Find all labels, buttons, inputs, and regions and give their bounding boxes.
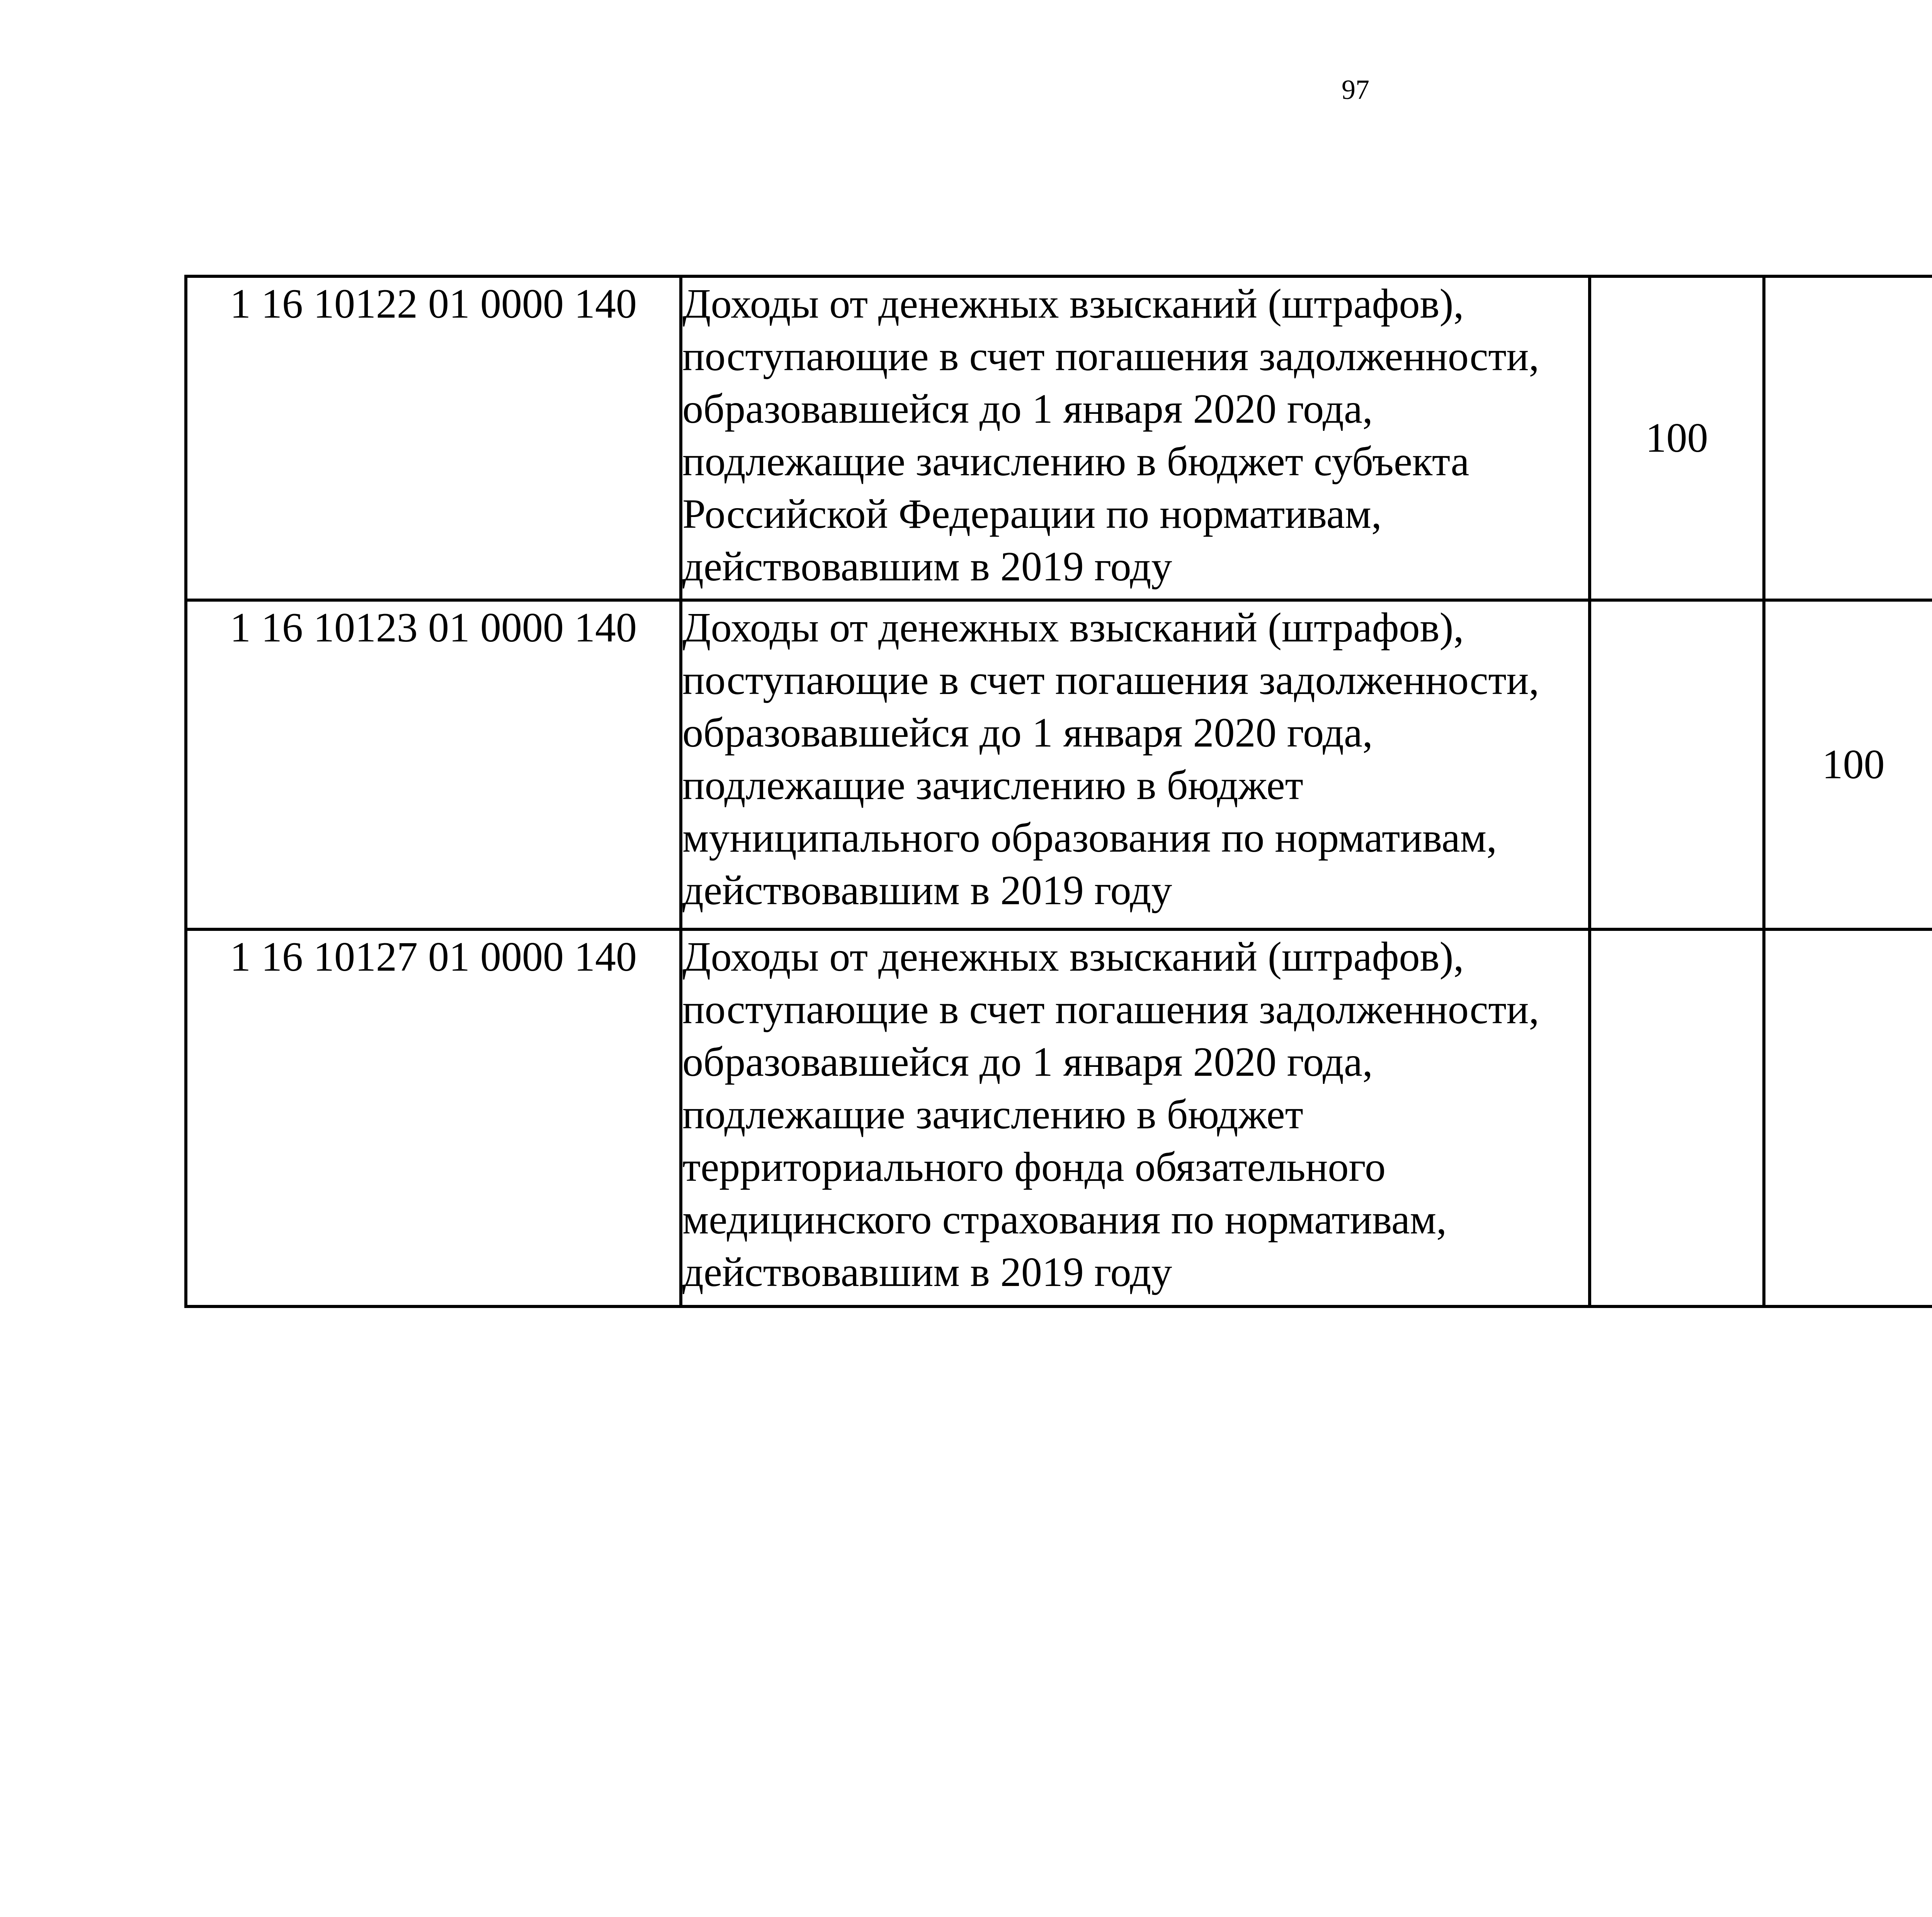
value-cell-col-1: 100 bbox=[1590, 276, 1764, 600]
revenue-code: 1 16 10127 01 0000 140 bbox=[186, 929, 681, 1306]
revenue-code: 1 16 10122 01 0000 140 bbox=[186, 276, 681, 600]
revenue-code: 1 16 10123 01 0000 140 bbox=[186, 600, 681, 929]
revenue-description: Доходы от денежных взысканий (штрафов), поступающие в счет погашения задолженности, образовавшейся до 1 января 2020 года, подлежащие зачислению в бюджет территориального фонда обязательного медицинского страхования по нормативам, действовавшим в 2019 году bbox=[681, 929, 1590, 1306]
page-number: 97 bbox=[1342, 74, 1369, 105]
value-cell-col-2: 100 bbox=[1764, 600, 1932, 929]
table-row bbox=[186, 929, 1932, 1306]
value-cell-col-1 bbox=[1590, 600, 1764, 929]
table-row bbox=[186, 600, 1932, 929]
value-cell-col-2 bbox=[1764, 276, 1932, 600]
revenue-description: Доходы от денежных взысканий (штрафов), поступающие в счет погашения задолженности, образовавшейся до 1 января 2020 года, подлежащие зачислению в бюджет муниципального образования по нормативам, действовавшим в 2019 году bbox=[681, 600, 1590, 929]
revenue-standards-table bbox=[184, 275, 1932, 1308]
revenue-description: Доходы от денежных взысканий (штрафов), поступающие в счет погашения задолженности, образовавшейся до 1 января 2020 года, подлежащие зачислению в бюджет субъекта Российской Федерации по нормативам, действовавшим в 2019 году bbox=[681, 276, 1590, 600]
value-cell-col-2 bbox=[1764, 929, 1932, 1306]
value-cell-col-1 bbox=[1590, 929, 1764, 1306]
table-row bbox=[186, 276, 1932, 600]
